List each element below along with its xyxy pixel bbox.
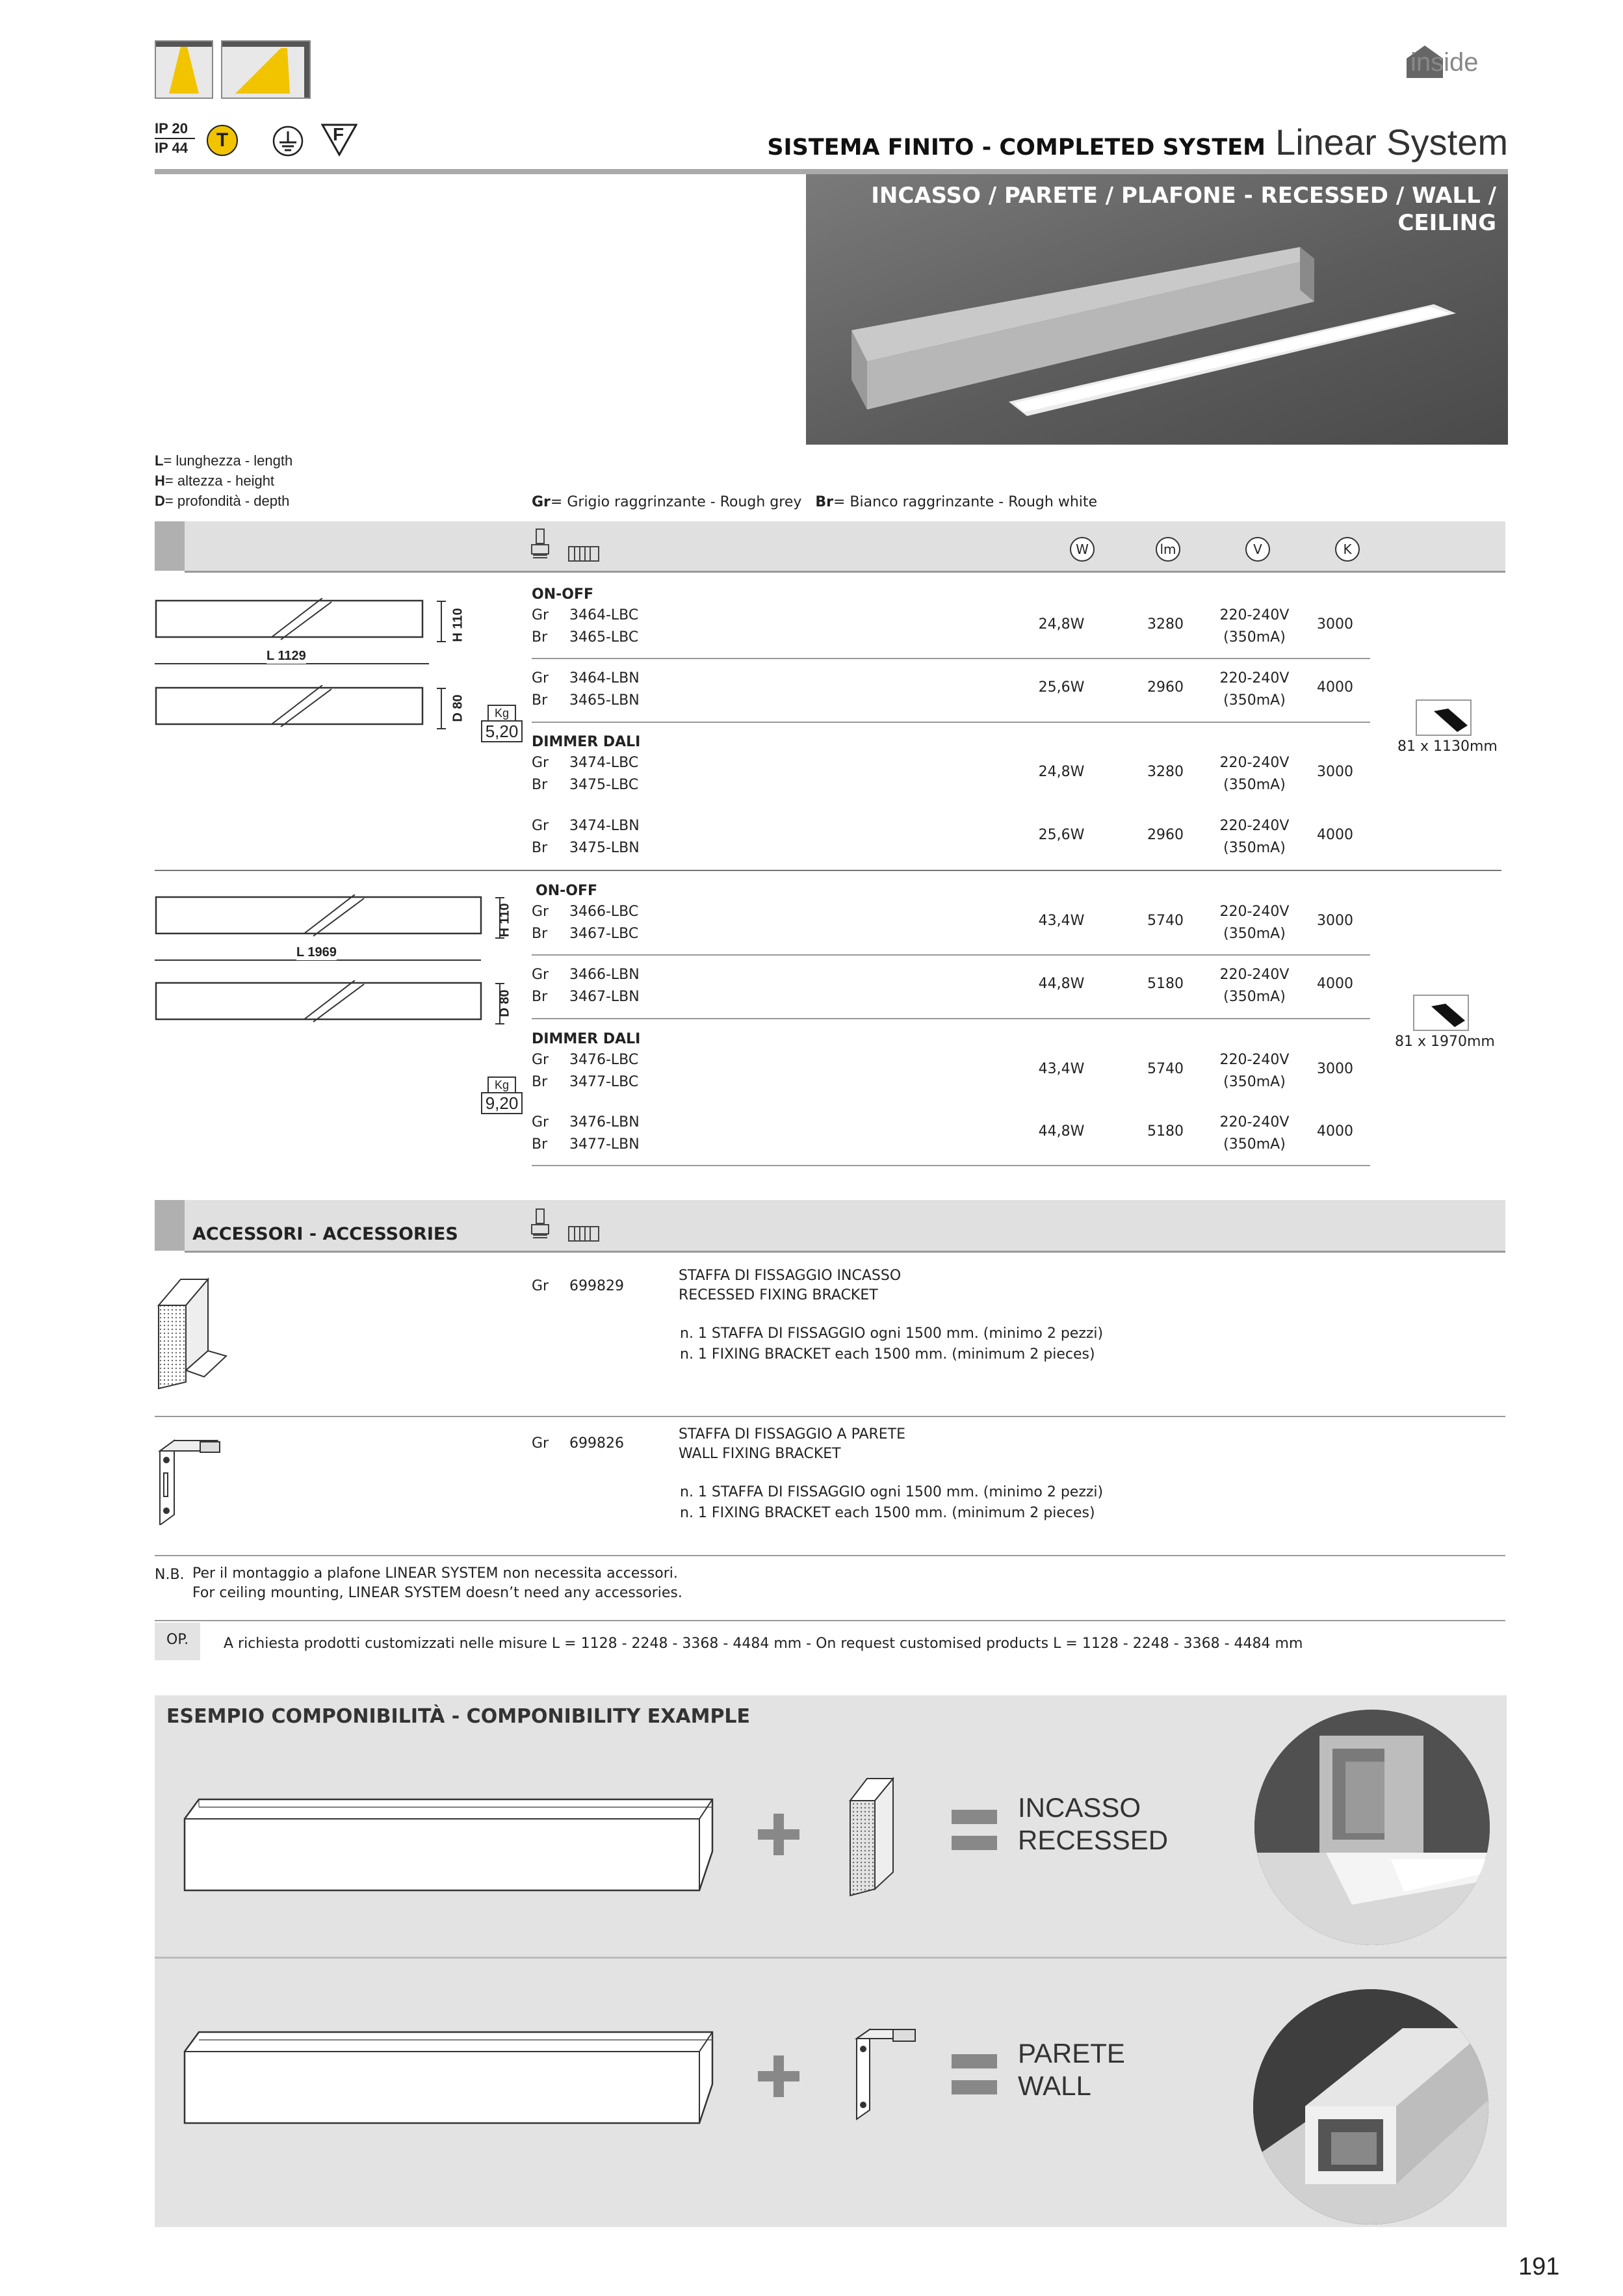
current: (350mA)	[1223, 926, 1286, 942]
table-header-side	[155, 521, 185, 571]
voltage: 220-240V	[1219, 670, 1290, 686]
kelvin-value: 3000	[1317, 1061, 1353, 1077]
legend-length	[155, 450, 292, 471]
lumen-value: 5740	[1147, 913, 1184, 929]
wall-result-label	[1018, 2037, 1125, 2102]
kg-value-1: 5,20	[481, 720, 523, 742]
finish-1: Gr	[532, 755, 549, 771]
op-text: A richiesta prodotti customizzati nelle misure L = 1128 - 2248 - 3368 - 4484 mm - On request customised products L = 1128 - 2248 - 3368 - 4484 mm	[224, 1636, 1303, 1652]
volt-value	[1215, 605, 1293, 649]
voltage: 220-240V	[1219, 1114, 1290, 1130]
kelvin-value: 4000	[1317, 827, 1353, 843]
kelvin-value: 4000	[1317, 976, 1353, 992]
product-code[interactable]: 3467-LBC	[569, 926, 639, 942]
voltage: 220-240V	[1219, 1052, 1290, 1068]
depth-dimension-1: D 80	[450, 694, 465, 722]
legend-height-key: H	[155, 473, 165, 489]
voltage: 220-240V	[1219, 904, 1290, 920]
product-code[interactable]: 3466-LBN	[569, 967, 640, 983]
code-col[interactable]	[569, 668, 673, 712]
recessed-result-label	[1018, 1792, 1168, 1857]
plus-icon	[758, 1814, 799, 1858]
op-label: OP.	[166, 1632, 189, 1648]
cutout-size-2: 81 x 1970mm	[1395, 1034, 1495, 1050]
accessory-note-en: n. 1 FIXING BRACKET each 1500 mm. (minimum 2 pieces)	[680, 1505, 1095, 1521]
voltage: 220-240V	[1219, 755, 1290, 771]
product-code[interactable]: 3476-LBN	[569, 1114, 640, 1130]
watt-column-header: W	[1070, 537, 1095, 562]
height-dimension-line	[437, 601, 446, 642]
lumen-value: 5740	[1147, 1061, 1184, 1077]
recessed-detail-photo	[1254, 1710, 1490, 1945]
volt-value	[1215, 815, 1293, 859]
current: (350mA)	[1223, 629, 1286, 646]
lumen-value: 2960	[1147, 679, 1184, 696]
temperature-symbol-letter: T	[216, 129, 229, 151]
finish-col	[532, 964, 558, 1008]
finish-2: Br	[532, 629, 548, 646]
finish-col	[532, 901, 558, 945]
kelvin-value: 3000	[1317, 913, 1353, 929]
height-dimension-2: H 110	[497, 903, 512, 937]
f-mark-symbol-icon	[321, 124, 357, 157]
legend-dimensions	[155, 450, 292, 511]
section-title-dali-1: DIMMER DALI	[532, 734, 641, 750]
volt-value	[1215, 668, 1293, 712]
watt-value: 24,8W	[1038, 616, 1085, 633]
nb-divider	[155, 1620, 1505, 1621]
section-title-onoff-2: ON-OFF	[536, 883, 598, 899]
table-row	[532, 668, 1370, 730]
finish-1: Gr	[532, 967, 549, 983]
kg-unit-1	[487, 705, 516, 720]
ceiling-cutout-icon	[1416, 699, 1472, 738]
page-title	[650, 121, 1508, 163]
lumen-value: 3280	[1147, 616, 1184, 633]
nb-text	[192, 1564, 682, 1603]
legend-white-text: = Bianco raggrinzante - Rough white	[833, 494, 1098, 510]
finish-1: Gr	[532, 1052, 549, 1068]
equals-icon	[952, 2054, 997, 2098]
fixture-drawing-side-1129	[155, 685, 428, 728]
volt-value	[1215, 1112, 1293, 1156]
table-row	[532, 1049, 1370, 1112]
accessory-name-en: RECESSED FIXING BRACKET	[679, 1287, 878, 1303]
row-divider	[532, 658, 1370, 659]
table-header-bar	[155, 521, 1505, 571]
accessory-finish: Gr	[532, 1278, 549, 1294]
brand-logo-text: inside	[1410, 48, 1479, 77]
voltage: 220-240V	[1219, 818, 1290, 834]
kg-value-2: 9,20	[481, 1092, 523, 1114]
finish-col	[532, 1049, 558, 1093]
product-code[interactable]: 3464-LBN	[569, 670, 640, 686]
code-col[interactable]	[569, 901, 673, 945]
volt-value	[1215, 901, 1293, 945]
watt-value: 43,4W	[1038, 1061, 1085, 1077]
finish-2: Br	[532, 1074, 548, 1090]
product-code[interactable]: 3474-LBC	[569, 755, 639, 771]
finish-col	[532, 815, 558, 859]
product-code[interactable]: 3477-LBC	[569, 1074, 639, 1090]
brand-logo	[1405, 42, 1509, 81]
beam-narrow-icon	[155, 40, 213, 99]
f-mark-letter: F	[333, 124, 344, 144]
weight-label-1	[481, 705, 523, 742]
equals-icon	[952, 1810, 997, 1854]
accessory-note	[680, 1482, 1103, 1524]
ip-divider	[155, 138, 195, 139]
accessory-name	[679, 1425, 905, 1464]
page-number: 191	[1518, 2253, 1560, 2280]
accessories-header-rule	[185, 1251, 1505, 1253]
row-divider	[532, 954, 1370, 956]
finish-1: Gr	[532, 904, 549, 920]
fixture-drawing-front-1129	[155, 598, 428, 641]
watt-value: 43,4W	[1038, 913, 1085, 929]
product-code[interactable]: 3477-LBN	[569, 1136, 640, 1153]
plus-icon	[758, 2055, 799, 2100]
row-divider	[532, 1018, 1370, 1019]
finish-col	[532, 605, 558, 649]
product-banner-title: INCASSO / PARETE / PLAFONE - RECESSED / WALL / CEILING	[871, 183, 1496, 236]
accessory-note	[680, 1324, 1103, 1365]
header-rule	[155, 169, 1508, 174]
code-col[interactable]	[569, 752, 673, 796]
fixture-drawing-front-1969	[155, 894, 486, 937]
legend-grey-key: Gr	[532, 494, 551, 510]
finish-col	[532, 752, 558, 796]
lamp-icon	[529, 528, 551, 563]
recessed-label-en: RECESSED	[1018, 1825, 1169, 1855]
legend-depth-text: = profondità - depth	[164, 493, 290, 509]
page-title-bold: SISTEMA FINITO - COMPLETED SYSTEM	[767, 135, 1266, 161]
finish-1: Gr	[532, 818, 549, 834]
wall-bracket-drawing	[155, 1434, 233, 1528]
depth-dimension-2: D 80	[497, 989, 512, 1017]
recessed-profile-drawing	[179, 1793, 719, 1899]
legend-grey-text: = Grigio raggrinzante - Rough grey	[550, 494, 802, 510]
legend-height-text: = altezza - height	[164, 473, 275, 489]
ceiling-cutout-icon	[1413, 995, 1469, 1034]
nb-label: N.B.	[155, 1567, 185, 1583]
wall-label-en: WALL	[1018, 2070, 1091, 2101]
accessory-name-it: STAFFA DI FISSAGGIO INCASSO	[679, 1268, 902, 1284]
finish-2: Br	[532, 989, 548, 1005]
wall-profile-drawing	[179, 2026, 719, 2132]
current: (350mA)	[1223, 777, 1286, 793]
kelvin-value: 3000	[1317, 764, 1353, 780]
legend-depth	[155, 491, 292, 511]
kg-unit-2	[487, 1076, 516, 1092]
beam-wide-icon	[221, 40, 311, 99]
volt-value	[1215, 964, 1293, 1008]
wall-label-it: PARETE	[1018, 2038, 1125, 2068]
product-code[interactable]: 3467-LBN	[569, 989, 640, 1005]
product-code[interactable]: 3466-LBC	[569, 904, 639, 920]
accessory-note-it: n. 1 STAFFA DI FISSAGGIO ogni 1500 mm. (minimo 2 pezzi)	[680, 1325, 1104, 1342]
finish-2: Br	[532, 692, 548, 709]
finish-1: Gr	[532, 607, 549, 623]
watt-value: 25,6W	[1038, 679, 1085, 696]
product-hero-image	[806, 174, 1508, 445]
section-title-dali-2: DIMMER DALI	[532, 1031, 641, 1047]
accessory-divider	[155, 1416, 1505, 1417]
table-row	[532, 964, 1370, 1026]
code-col[interactable]	[569, 1049, 673, 1093]
finish-1: Gr	[532, 1114, 549, 1130]
table-row	[532, 752, 1370, 815]
example-title: ESEMPIO COMPONIBILITÀ - COMPONIBILITY EXAMPLE	[166, 1705, 751, 1728]
row-divider	[532, 722, 1370, 723]
accessory-name-it: STAFFA DI FISSAGGIO A PARETE	[679, 1426, 906, 1442]
wall-detail-photo	[1253, 1989, 1488, 2224]
watt-value: 44,8W	[1038, 1123, 1085, 1140]
row-divider	[532, 1165, 1370, 1166]
recessed-bracket-drawing	[155, 1273, 233, 1399]
finish-2: Br	[532, 777, 548, 793]
product-code[interactable]: 3465-LBC	[569, 629, 639, 646]
finish-col	[532, 668, 558, 712]
cutout-size-1: 81 x 1130mm	[1397, 738, 1498, 755]
accessories-header-bar	[155, 1200, 1505, 1251]
temperature-symbol-icon	[207, 125, 238, 156]
accessories-header-side	[155, 1200, 185, 1251]
finish-2: Br	[532, 1136, 548, 1153]
wall-bracket-drawing	[851, 2023, 923, 2123]
lumen-value: 3280	[1147, 764, 1184, 780]
finish-2: Br	[532, 926, 548, 942]
accessory-divider	[155, 1555, 1505, 1556]
lumen-value: 5180	[1147, 1123, 1184, 1140]
voltage: 220-240V	[1219, 967, 1290, 983]
ip-rating-1: IP 20	[155, 120, 188, 137]
recessed-bracket-drawing	[844, 1775, 902, 1901]
earth-symbol-icon	[272, 125, 304, 160]
nb-line-1: Per il montaggio a plafone LINEAR SYSTEM non necessita accessori.	[192, 1565, 678, 1582]
fixture-drawing-side-1969	[155, 980, 486, 1023]
product-code[interactable]: 3476-LBC	[569, 1052, 639, 1068]
recessed-label-it: INCASSO	[1018, 1792, 1141, 1823]
height-dimension-1: H 110	[450, 608, 465, 642]
accessory-name	[679, 1266, 901, 1305]
nb-line-2: For ceiling mounting, LINEAR SYSTEM doesn’t need any accessories.	[192, 1585, 682, 1601]
length-dimension-1: L 1129	[266, 649, 306, 663]
legend-finishes	[532, 491, 1097, 514]
code-col[interactable]	[569, 815, 673, 859]
current: (350mA)	[1223, 692, 1286, 709]
product-code[interactable]: 3475-LBN	[569, 840, 640, 856]
legend-height	[155, 471, 292, 491]
volt-value	[1215, 752, 1293, 796]
legend-white-key: Br	[815, 494, 833, 510]
product-code[interactable]: 3465-LBN	[569, 692, 640, 709]
example-divider	[155, 1957, 1507, 1959]
length-dimension-2: L 1969	[296, 945, 337, 959]
table-row	[532, 815, 1370, 878]
legend-length-key: L	[155, 452, 164, 469]
accessory-note-it: n. 1 STAFFA DI FISSAGGIO ogni 1500 mm. (minimo 2 pezzi)	[680, 1484, 1104, 1500]
code-col[interactable]	[569, 605, 673, 649]
page-title-light: Linear System	[1275, 122, 1508, 163]
watt-value: 25,6W	[1038, 827, 1085, 843]
table-header-rule	[185, 571, 1505, 573]
kg-unit-2-text: Kg	[494, 1078, 510, 1091]
watt-value: 24,8W	[1038, 764, 1085, 780]
kelvin-value: 4000	[1317, 1123, 1353, 1140]
finish-1: Gr	[532, 670, 549, 686]
current: (350mA)	[1223, 840, 1286, 856]
current: (350mA)	[1223, 989, 1286, 1005]
lumen-column-header: lm	[1156, 537, 1180, 562]
accessory-finish: Gr	[532, 1435, 549, 1452]
weight-label-2	[481, 1076, 523, 1114]
accessory-note-en: n. 1 FIXING BRACKET each 1500 mm. (minimum 2 pieces)	[680, 1346, 1095, 1363]
accessory-code[interactable]: 699826	[569, 1435, 624, 1452]
led-strip-icon	[568, 546, 601, 564]
current: (350mA)	[1223, 1136, 1286, 1153]
legend-length-text: = lunghezza - length	[163, 452, 293, 469]
accessories-title: ACCESSORI - ACCESSORIES	[192, 1224, 458, 1244]
group-divider	[155, 870, 1501, 871]
current: (350mA)	[1223, 1074, 1286, 1090]
volt-value	[1215, 1049, 1293, 1093]
kelvin-column-header: K	[1335, 537, 1360, 562]
lumen-value: 2960	[1147, 827, 1184, 843]
accessory-code[interactable]: 699829	[569, 1278, 624, 1294]
led-strip-icon	[568, 1226, 601, 1244]
lumen-value: 5180	[1147, 976, 1184, 992]
watt-value: 44,8W	[1038, 976, 1085, 992]
product-code[interactable]: 3475-LBC	[569, 777, 639, 793]
code-col[interactable]	[569, 964, 673, 1008]
lamp-icon	[529, 1208, 551, 1243]
finish-col	[532, 1112, 558, 1156]
voltage: 220-240V	[1219, 607, 1290, 623]
code-col[interactable]	[569, 1112, 673, 1156]
product-code[interactable]: 3464-LBC	[569, 607, 639, 623]
accessory-name-en: WALL FIXING BRACKET	[679, 1446, 841, 1462]
kg-unit-1-text: Kg	[494, 707, 510, 720]
section-title-onoff-1: ON-OFF	[532, 586, 594, 603]
legend-depth-key: D	[155, 493, 165, 509]
depth-dimension-line	[437, 688, 446, 729]
ip-rating-2: IP 44	[155, 140, 188, 156]
finish-2: Br	[532, 840, 548, 856]
kelvin-value: 3000	[1317, 616, 1353, 633]
volt-column-header: V	[1245, 537, 1270, 562]
kelvin-value: 4000	[1317, 679, 1353, 696]
product-code[interactable]: 3474-LBN	[569, 818, 640, 834]
